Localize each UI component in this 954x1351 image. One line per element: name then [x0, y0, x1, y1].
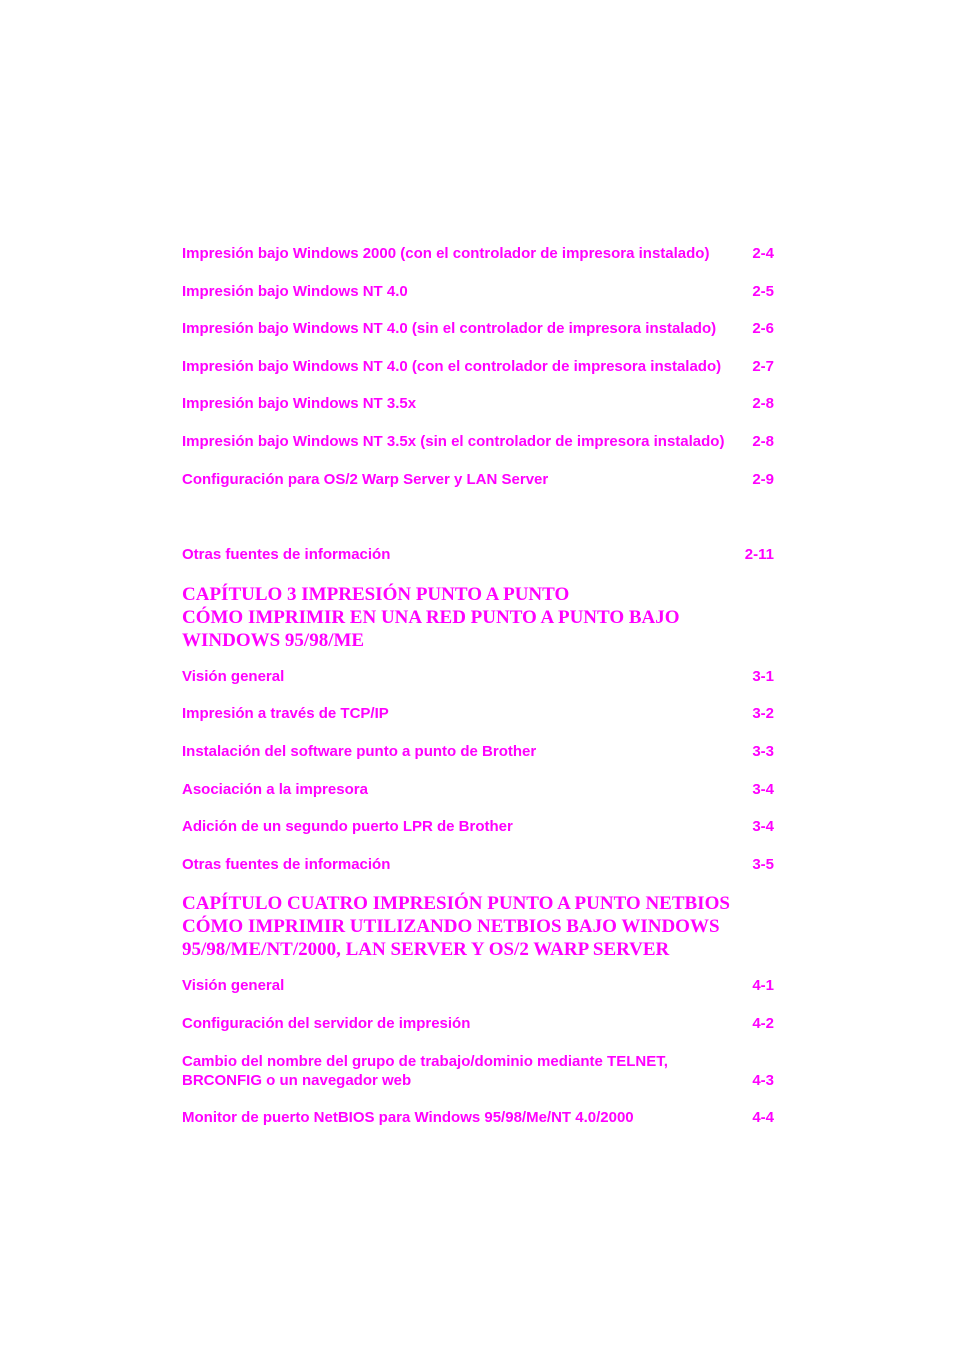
toc-entry-page: 3-1	[752, 667, 774, 685]
chapter-heading-line: CAPÍTULO CUATRO IMPRESIÓN PUNTO A PUNTO NETBIOS	[182, 893, 730, 915]
toc-entry[interactable]	[182, 1052, 774, 1090]
toc-entry-title: Impresión bajo Windows NT 3.5x (sin el controlador de impresora instalado)	[182, 432, 725, 450]
toc-entry-page: 4-2	[752, 1014, 774, 1032]
toc-entry-page: 4-1	[752, 977, 774, 995]
toc-entry[interactable]	[182, 1014, 774, 1033]
toc-entry-page: 2-7	[752, 357, 774, 375]
toc-entry-title: Configuración del servidor de impresión	[182, 1014, 471, 1032]
chapter-heading-line: CÓMO IMPRIMIR UTILIZANDO NETBIOS BAJO WINDOWS	[182, 916, 720, 938]
toc-entry[interactable]	[182, 470, 774, 489]
toc-entry-title: Otras fuentes de información	[182, 855, 391, 873]
toc-entry-page: 2-11	[744, 546, 774, 564]
toc-entry[interactable]	[182, 394, 774, 413]
toc-entry-page: 2-5	[752, 282, 774, 300]
toc-entry-title: Asociación a la impresora	[182, 780, 368, 798]
toc-entry-title: Monitor de puerto NetBIOS para Windows 95/98/Me/NT 4.0/2000	[182, 1109, 634, 1127]
toc-entry[interactable]	[182, 432, 774, 451]
chapter-heading-line: 95/98/ME/NT/2000, LAN SERVER Y OS/2 WARP SERVER	[182, 939, 670, 961]
toc-entry-page: 2-4	[752, 245, 774, 262]
toc-entry-title: Impresión bajo Windows NT 4.0 (sin el controlador de impresora instalado)	[182, 320, 717, 338]
toc-entry[interactable]	[182, 817, 774, 836]
toc-entry-page: 2-8	[752, 432, 774, 450]
toc-entry-page: 2-9	[752, 470, 774, 488]
toc-entry[interactable]	[182, 282, 774, 301]
toc-entry-title: Impresión bajo Windows NT 4.0	[182, 282, 408, 300]
chapter-heading-line: CAPÍTULO 3 IMPRESIÓN PUNTO A PUNTO	[182, 583, 570, 605]
toc-entry-page: 2-8	[752, 395, 774, 413]
toc-entry-page: 3-5	[752, 855, 774, 873]
toc-entry[interactable]	[182, 357, 774, 376]
toc-entry[interactable]	[182, 667, 774, 686]
toc-entry-page: 3-4	[752, 780, 774, 798]
section-spacer	[182, 507, 774, 545]
toc-entry-page: 4-3	[752, 1071, 774, 1089]
toc-entry[interactable]	[182, 976, 774, 995]
toc-entry[interactable]	[182, 855, 774, 874]
toc-entry[interactable]	[182, 244, 774, 263]
chapter-3-heading[interactable]	[182, 583, 774, 652]
toc-entry-title: Visión general	[182, 667, 285, 685]
toc-entry[interactable]	[182, 319, 774, 338]
toc-entry-page: 3-2	[752, 705, 774, 723]
table-of-contents	[182, 244, 774, 1146]
toc-entry[interactable]	[182, 742, 774, 761]
chapter-heading-line: WINDOWS 95/98/ME	[182, 629, 365, 651]
toc-entry-title: Impresión bajo Windows 2000 (con el controlador de impresora instalado)	[182, 245, 710, 262]
chapter-4-heading[interactable]	[182, 892, 774, 961]
toc-entry-title: Cambio del nombre del grupo de trabajo/dominio mediante TELNET, BRCONFIG o un navegador web	[182, 1052, 668, 1089]
chapter-heading-line: CÓMO IMPRIMIR EN UNA RED PUNTO A PUNTO BAJO	[182, 606, 680, 628]
toc-entry[interactable]	[182, 1108, 774, 1127]
toc-entry[interactable]	[182, 545, 774, 564]
toc-entry-title: Instalación del software punto a punto de Brother	[182, 742, 537, 760]
toc-entry-page: 3-3	[752, 742, 774, 760]
toc-entry-page: 4-4	[752, 1109, 774, 1127]
toc-entry[interactable]	[182, 704, 774, 723]
toc-entry-title: Visión general	[182, 977, 285, 995]
toc-entry-title: Adición de un segundo puerto LPR de Brother	[182, 818, 513, 836]
toc-entry-title: Impresión bajo Windows NT 3.5x	[182, 395, 417, 413]
toc-entry-title: Impresión bajo Windows NT 4.0 (con el controlador de impresora instalado)	[182, 357, 722, 375]
toc-entry[interactable]	[182, 780, 774, 799]
toc-entry-page: 2-6	[752, 320, 774, 338]
toc-entry-page: 3-4	[752, 818, 774, 836]
toc-entry-title: Otras fuentes de información	[182, 546, 391, 564]
toc-entry-title: Configuración para OS/2 Warp Server y LAN Server	[182, 470, 549, 488]
toc-entry-title: Impresión a través de TCP/IP	[182, 705, 389, 723]
